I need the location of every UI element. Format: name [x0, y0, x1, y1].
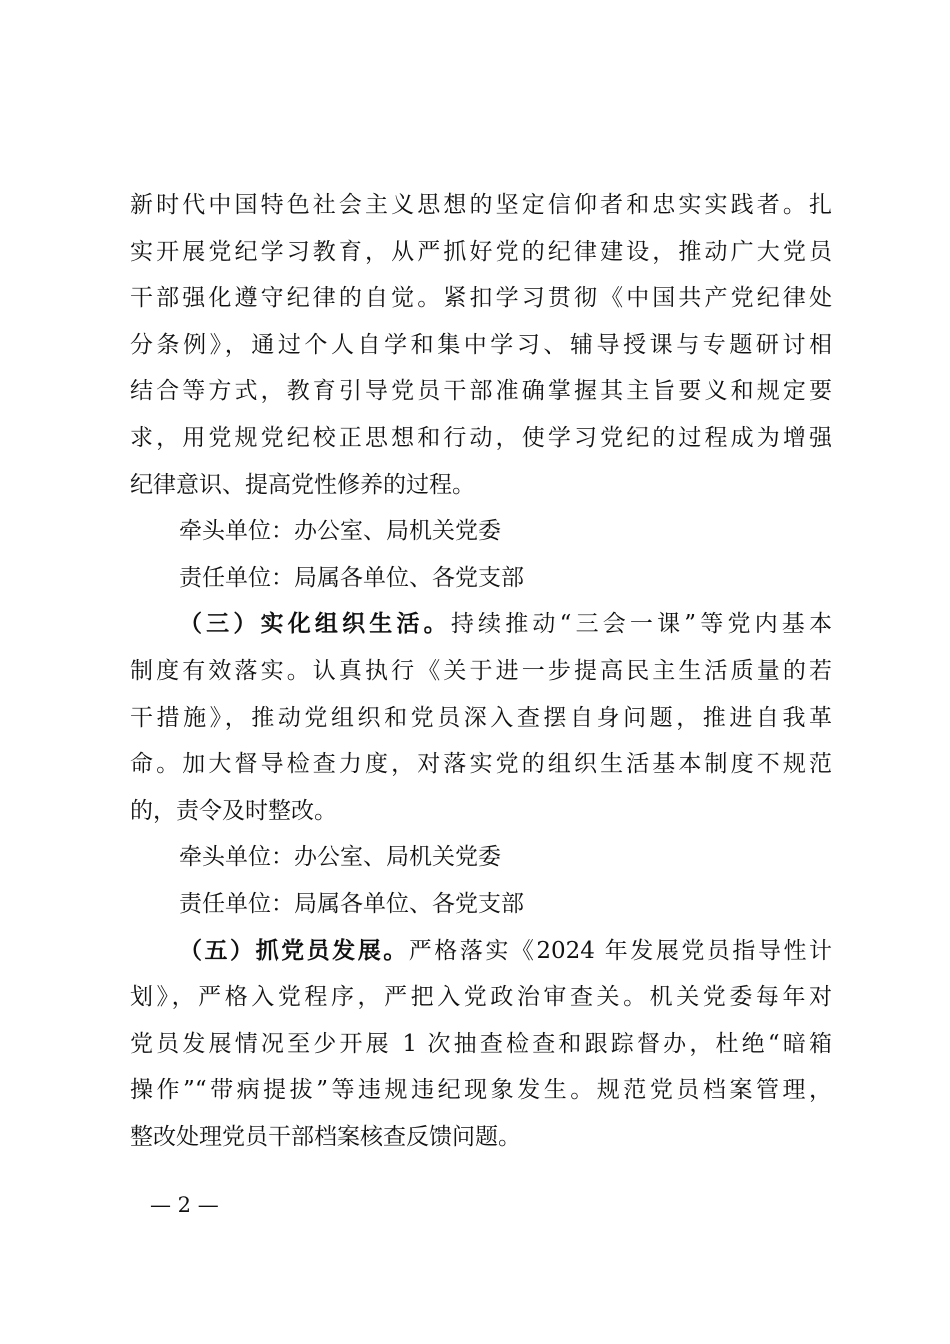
text-line: 分条例》，通过个人自学和集中学习、辅导授课与专题研讨相	[130, 331, 832, 358]
paragraph-party-discipline-education	[130, 182, 832, 508]
text-line: 党员发展情况至少开展 1 次抽查检查和跟踪督办，杜绝“暗箱	[130, 1030, 832, 1057]
section-organizational-life	[130, 601, 832, 834]
section-first-line	[130, 928, 832, 975]
text-line: 操作”“带病提拔”等违规违纪现象发生。规范党员档案管理，	[130, 1077, 832, 1104]
lead-unit-line: 牵头单位：办公室、局机关党委	[179, 844, 501, 871]
page-number: — 2 —	[150, 1193, 219, 1217]
responsible-unit-line: 责任单位：局属各单位、各党支部	[179, 890, 524, 917]
section-first-line	[130, 601, 832, 648]
section-heading: （三）实化组织生活。	[179, 610, 451, 638]
text-line: 纪律意识、提高党性修养的过程。	[130, 471, 475, 498]
text-line: 整改处理党员干部档案核查反馈问题。	[130, 1123, 521, 1150]
section-party-member-development	[130, 928, 832, 1161]
text-line: 求，用党规党纪校正思想和行动，使学习党纪的过程成为增强	[130, 424, 832, 451]
section-text: 持续推动“三会一课”等党内基本	[450, 611, 832, 638]
responsible-unit-line: 责任单位：局属各单位、各党支部	[179, 564, 524, 591]
lead-unit-line: 牵头单位：办公室、局机关党委	[179, 518, 501, 545]
section-text: 严格落实《2024 年发展党员指导性计	[408, 937, 832, 964]
text-line: 新时代中国特色社会主义思想的坚定信仰者和忠实实践者。扎	[130, 192, 832, 218]
text-line: 制度有效落实。认真执行《关于进一步提高民主生活质量的若	[130, 657, 832, 684]
document-body	[130, 182, 832, 1160]
text-line: 的，责令及时整改。	[130, 797, 337, 824]
text-line: 结合等方式，教育引导党员干部准确掌握其主旨要义和规定要	[130, 378, 832, 405]
text-line: 划》，严格入党程序，严把入党政治审查关。机关党委每年对	[130, 984, 832, 1011]
text-line: 干措施》，推动党组织和党员深入查摆自身问题，推进自我革	[130, 704, 832, 731]
section-heading: （五）抓党员发展。	[179, 936, 409, 964]
text-line: 干部强化遵守纪律的自觉。紧扣学习贯彻《中国共产党纪律处	[130, 285, 832, 312]
text-line: 实开展党纪学习教育，从严抓好党的纪律建设，推动广大党员	[130, 238, 832, 265]
text-line: 命。加大督导检查力度，对落实党的组织生活基本制度不规范	[130, 751, 832, 778]
